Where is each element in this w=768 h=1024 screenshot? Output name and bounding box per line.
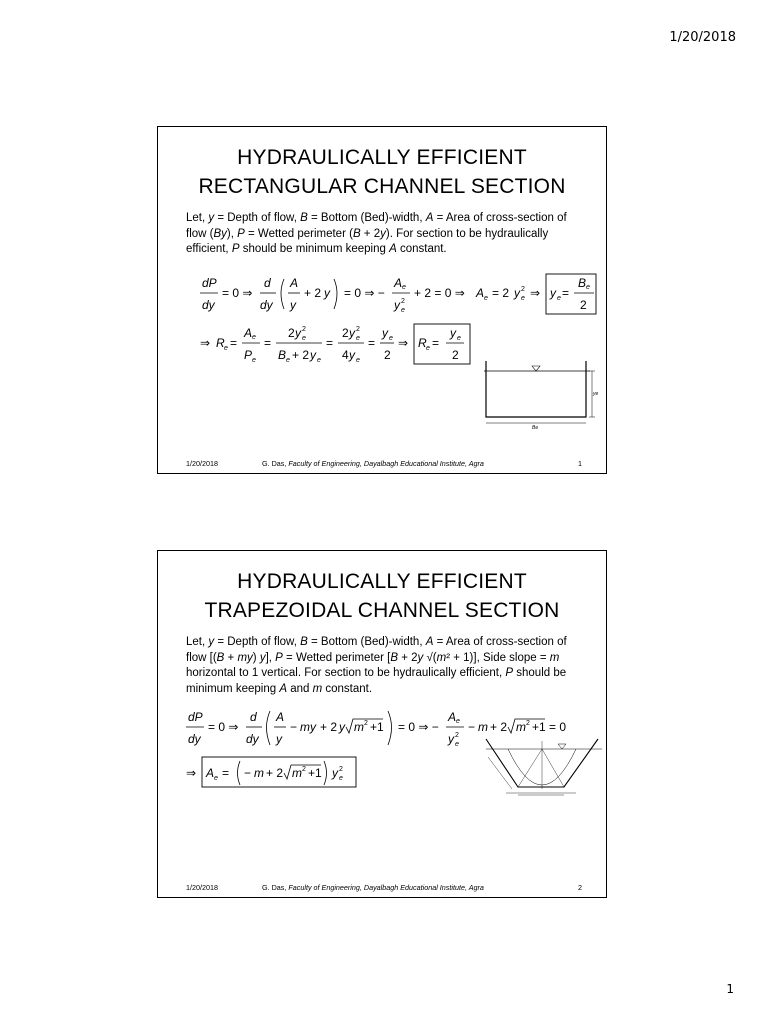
svg-text:4: 4 [342, 348, 349, 362]
svg-text:B: B [278, 348, 287, 362]
svg-text:e: e [484, 295, 488, 302]
svg-text:y: y [349, 348, 355, 362]
rectangular-channel-diagram [480, 359, 604, 436]
footer-author: G. Das, Faculty of Engineering, Dayalbagh Educational Institute, Agra [262, 883, 484, 892]
slide-rectangular [157, 126, 607, 474]
title-line-2: RECTANGULAR CHANNEL SECTION [198, 175, 566, 198]
svg-text:e: e [401, 307, 405, 314]
svg-text:A: A [244, 326, 253, 340]
svg-text:e: e [586, 284, 590, 291]
footer-slide-number: 2 [578, 883, 582, 892]
svg-text:2: 2 [339, 766, 343, 773]
svg-text:= 2: = 2 [492, 286, 510, 300]
svg-text:⇒: ⇒ [398, 336, 409, 350]
svg-text:2: 2 [580, 298, 587, 312]
svg-text:e: e [252, 357, 256, 364]
footer-date: 1/20/2018 [186, 883, 218, 892]
svg-text:Be: Be [532, 425, 539, 431]
svg-text:=: = [230, 336, 238, 350]
svg-text:2: 2 [364, 720, 368, 727]
svg-text:e: e [356, 357, 360, 364]
svg-text:+1 = 0: +1 = 0 [532, 720, 567, 734]
svg-text:e: e [317, 357, 321, 364]
svg-text:m: m [516, 720, 526, 734]
svg-text:2: 2 [302, 326, 306, 333]
svg-text:2: 2 [356, 326, 360, 333]
svg-text:m: m [354, 720, 364, 734]
svg-text:e: e [356, 335, 360, 342]
svg-text:= 0 ⇒ −: = 0 ⇒ − [398, 720, 439, 734]
svg-text:2: 2 [455, 732, 459, 739]
svg-text:y: y [324, 286, 330, 300]
svg-text:R: R [418, 336, 427, 350]
svg-text:e: e [402, 284, 406, 291]
svg-text:y: y [310, 348, 316, 362]
svg-text:⇒: ⇒ [530, 286, 541, 300]
svg-text:y: y [450, 326, 456, 340]
svg-text:dy: dy [188, 732, 201, 746]
svg-text:e: e [521, 295, 525, 302]
svg-text:= 0 ⇒ −: = 0 ⇒ − [344, 286, 385, 300]
title-line-2: TRAPEZOIDAL CHANNEL SECTION [204, 599, 560, 622]
svg-text:A: A [206, 766, 215, 780]
svg-text:dP: dP [188, 710, 203, 724]
svg-text:y: y [276, 732, 282, 746]
page-number: 1 [726, 982, 734, 996]
svg-text:2: 2 [526, 720, 530, 727]
svg-text:y: y [349, 326, 355, 340]
title-line-1: HYDRAULICALLY EFFICIENT [237, 146, 527, 169]
svg-text:y: y [394, 298, 400, 312]
svg-text:=: = [264, 336, 272, 350]
svg-text:e: e [426, 345, 430, 352]
svg-text:=: = [368, 336, 376, 350]
svg-text:A: A [276, 710, 285, 724]
slide-title [158, 567, 606, 625]
trapezoidal-channel-diagram [484, 737, 604, 808]
svg-text:A: A [476, 286, 485, 300]
slide-text: Let, y = Depth of flow, B = Bottom (Bed)-width, A = Area of cross-section of flow (By), P = Wetted perimeter (B + 2y). For section to be hydraulically efficient, P should be minimum keeping A constant. [186, 212, 567, 255]
slide-title [158, 143, 606, 201]
svg-text:m: m [292, 766, 302, 780]
svg-text:e: e [224, 345, 228, 352]
svg-text:+ 2: + 2 [304, 286, 322, 300]
svg-text:2: 2 [384, 348, 391, 362]
svg-text:y: y [295, 326, 301, 340]
svg-text:y: y [514, 286, 520, 300]
svg-text:= 0 ⇒: = 0 ⇒ [208, 720, 239, 734]
svg-text:+1: +1 [370, 720, 384, 734]
equation-area [184, 753, 364, 798]
svg-text:+ 2: + 2 [320, 720, 338, 734]
svg-text:A: A [448, 710, 457, 724]
svg-text:+ 2: + 2 [292, 348, 310, 362]
svg-text:=: = [562, 286, 570, 300]
svg-text:⇒: ⇒ [186, 766, 197, 780]
svg-text:m: m [254, 766, 264, 780]
svg-text:+1: +1 [308, 766, 322, 780]
slide-text: Let, y = Depth of flow, B = Bottom (Bed)-width, A = Area of cross-section of flow [(B + my) y], P = Wetted perimeter [B + 2y √(m² + 1)], Side slope = m horizontal to 1 vertical. For section to be hydraulically efficient, P should be minimum keeping A and m constant. [186, 636, 567, 695]
svg-text:e: e [457, 335, 461, 342]
svg-text:e: e [286, 357, 290, 364]
svg-text:d: d [250, 710, 257, 724]
svg-text:−: − [244, 766, 252, 780]
equation-hydraulic-radius [198, 323, 478, 374]
svg-text:=: = [222, 766, 230, 780]
svg-text:2: 2 [288, 326, 295, 340]
svg-text:= 0 ⇒: = 0 ⇒ [222, 286, 253, 300]
svg-text:2: 2 [452, 348, 459, 362]
footer-author: G. Das, Faculty of Engineering, Dayalbagh Educational Institute, Agra [262, 459, 484, 468]
svg-text:y: y [290, 298, 296, 312]
svg-text:y: y [382, 326, 388, 340]
svg-text:−: − [468, 720, 476, 734]
svg-text:e: e [455, 741, 459, 748]
svg-text:dy: dy [246, 732, 259, 746]
svg-text:2: 2 [521, 286, 525, 293]
svg-text:my: my [300, 720, 316, 734]
page-date: 1/20/2018 [669, 30, 736, 45]
svg-text:P: P [244, 348, 253, 362]
svg-text:e: e [456, 718, 460, 725]
svg-text:+ 2: + 2 [266, 766, 284, 780]
svg-text:dy: dy [202, 298, 215, 312]
svg-text:e: e [389, 335, 393, 342]
slide-trapezoidal [157, 550, 607, 898]
svg-text:e: e [557, 295, 561, 302]
svg-text:e: e [302, 335, 306, 342]
svg-text:2: 2 [342, 326, 349, 340]
svg-text:+ 2 = 0 ⇒: + 2 = 0 ⇒ [414, 286, 465, 300]
footer-slide-number: 1 [578, 459, 582, 468]
svg-text:e: e [214, 775, 218, 782]
svg-text:−: − [290, 720, 298, 734]
svg-text:+ 2: + 2 [490, 720, 508, 734]
svg-text:m: m [478, 720, 488, 734]
title-line-1: HYDRAULICALLY EFFICIENT [237, 570, 527, 593]
svg-text:y: y [550, 286, 556, 300]
svg-text:A: A [290, 276, 299, 290]
svg-text:dy: dy [260, 298, 273, 312]
equation-derivative [198, 273, 598, 324]
svg-text:e: e [252, 334, 256, 341]
svg-text:2: 2 [401, 298, 405, 305]
svg-text:B: B [578, 276, 587, 290]
svg-text:2: 2 [302, 766, 306, 773]
footer-date: 1/20/2018 [186, 459, 218, 468]
svg-text:=: = [326, 336, 334, 350]
svg-text:R: R [216, 336, 225, 350]
svg-text:y: y [339, 720, 345, 734]
slide-footer [158, 881, 606, 895]
svg-text:A: A [394, 276, 403, 290]
svg-text:⇒: ⇒ [200, 336, 211, 350]
slide-footer [158, 457, 606, 471]
svg-text:=: = [432, 336, 440, 350]
svg-text:y: y [448, 732, 454, 746]
svg-text:ye: ye [593, 391, 599, 397]
svg-text:y: y [332, 766, 338, 780]
svg-text:dP: dP [202, 276, 217, 290]
svg-text:e: e [339, 775, 343, 782]
svg-text:d: d [264, 276, 271, 290]
